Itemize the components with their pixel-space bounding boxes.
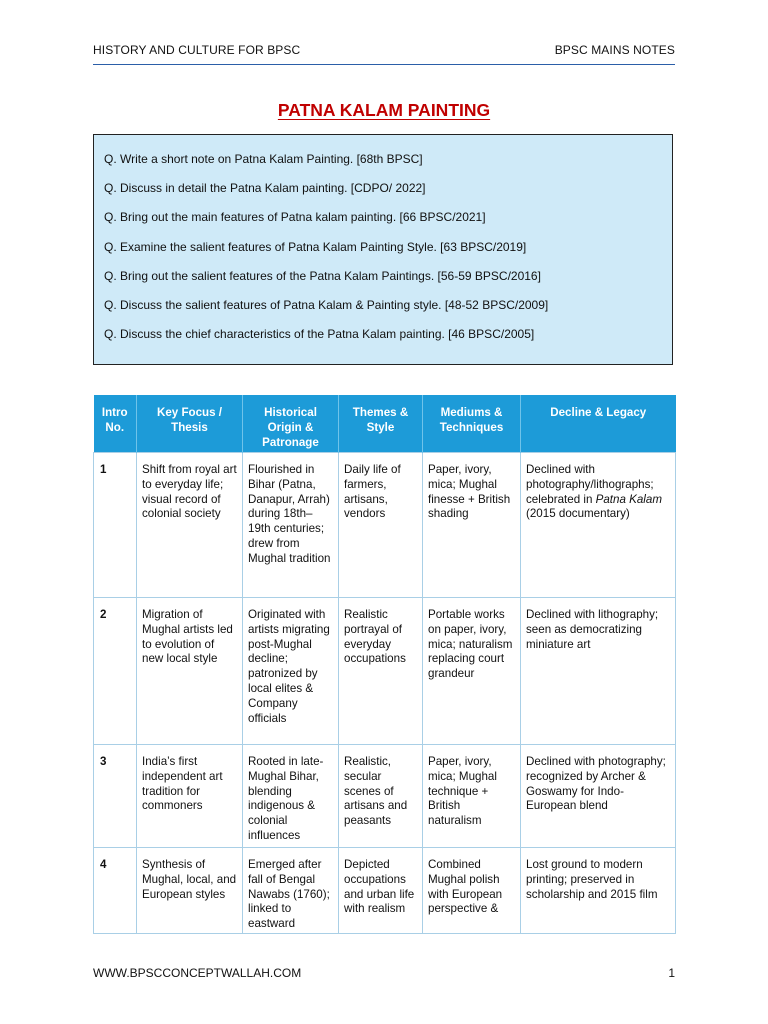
cell-mediums: Portable works on paper, ivory, mica; naturalism replacing court grandeur xyxy=(423,598,521,745)
cell-intro-no: 1 xyxy=(94,453,137,598)
cell-key-focus: Shift from royal art to everyday life; visual record of colonial society xyxy=(137,453,243,598)
cell-origin: Flourished in Bihar (Patna, Danapur, Arrah) during 18th–19th centuries; drew from Mughal tradition xyxy=(243,453,339,598)
cell-origin: Rooted in late-Mughal Bihar, blending indigenous & colonial influences xyxy=(243,745,339,848)
cell-intro-no: 2 xyxy=(94,598,137,745)
page-title: PATNA KALAM PAINTING xyxy=(277,100,491,120)
question-list xyxy=(94,135,672,356)
cell-decline-text: (2015 documentary) xyxy=(526,507,630,521)
cell-intro-no: 4 xyxy=(94,848,137,934)
col-header-origin: Historical Origin & Patronage xyxy=(243,395,339,453)
cell-mediums: Combined Mughal polish with European perspective & xyxy=(423,848,521,934)
questions-box xyxy=(93,134,673,365)
question-item: Q. Write a short note on Patna Kalam Painting. [68th BPSC] xyxy=(104,152,423,166)
table-row xyxy=(94,848,676,934)
cell-themes: Realistic portrayal of everyday occupations xyxy=(339,598,423,745)
cell-decline: Lost ground to modern printing; preserved in scholarship and 2015 film xyxy=(521,848,676,934)
patna-kalam-table xyxy=(93,395,676,934)
cell-decline-text: Declined with photography/lithographs; celebrated in xyxy=(526,463,654,506)
question-item: Q. Examine the salient features of Patna Kalam Painting Style. [63 BPSC/2019] xyxy=(104,239,527,254)
cell-origin: Emerged after fall of Bengal Nawabs (1760); linked to eastward xyxy=(243,848,339,934)
cell-key-focus: Migration of Mughal artists led to evolution of new local style xyxy=(137,598,243,745)
question-item: Q. Discuss in detail the Patna Kalam painting. [CDPO/ 2022] xyxy=(104,181,426,196)
cell-key-focus: India’s first independent art tradition for commoners xyxy=(137,745,243,848)
col-header-themes: Themes & Style xyxy=(339,395,423,453)
header-subject: HISTORY AND CULTURE FOR BPSC xyxy=(93,43,301,57)
page-number: 1 xyxy=(668,966,675,980)
table-row xyxy=(94,453,676,598)
footer-website: WWW.BPSCCONCEPTWALLAH.COM xyxy=(93,966,302,980)
col-header-decline: Decline & Legacy xyxy=(521,395,676,453)
table-header-row xyxy=(94,395,676,453)
col-header-intro-no: Intro No. xyxy=(94,395,137,453)
cell-decline: Declined with lithography; seen as democratizing miniature art xyxy=(521,598,676,745)
cell-themes: Realistic, secular scenes of artisans and peasants xyxy=(339,745,423,848)
cell-decline xyxy=(521,453,676,598)
table-row xyxy=(94,598,676,745)
cell-mediums: Paper, ivory, mica; Mughal finesse + British shading xyxy=(423,453,521,598)
question-item: Q. Discuss the salient features of Patna Kalam & Painting style. [48-52 BPSC/2009] xyxy=(104,297,549,312)
cell-decline: Declined with photography; recognized by Archer & Goswamy for Indo-European blend xyxy=(521,745,676,848)
question-item: Q. Bring out the salient features of the Patna Kalam Paintings. [56-59 BPSC/2016] xyxy=(104,268,541,283)
page-header xyxy=(93,42,675,65)
cell-intro-no: 3 xyxy=(94,745,137,848)
cell-origin: Originated with artists migrating post-Mughal decline; patronized by local elites & Company officials xyxy=(243,598,339,745)
cell-key-focus: Synthesis of Mughal, local, and European styles xyxy=(137,848,243,934)
question-item: Q. Bring out the main features of Patna kalam painting. [66 BPSC/2021] xyxy=(104,210,486,225)
header-notes-label: BPSC MAINS NOTES xyxy=(554,43,675,57)
cell-themes: Depicted occupations and urban life with realism xyxy=(339,848,423,934)
cell-mediums: Paper, ivory, mica; Mughal technique + British naturalism xyxy=(423,745,521,848)
cell-themes: Daily life of farmers, artisans, vendors xyxy=(339,453,423,598)
table-row xyxy=(94,745,676,848)
cell-decline-title: Patna Kalam xyxy=(595,492,662,506)
question-item: Q. Discuss the chief characteristics of the Patna Kalam painting. [46 BPSC/2005] xyxy=(104,327,535,342)
col-header-key-focus: Key Focus / Thesis xyxy=(137,395,243,453)
col-header-mediums: Mediums & Techniques xyxy=(423,395,521,453)
